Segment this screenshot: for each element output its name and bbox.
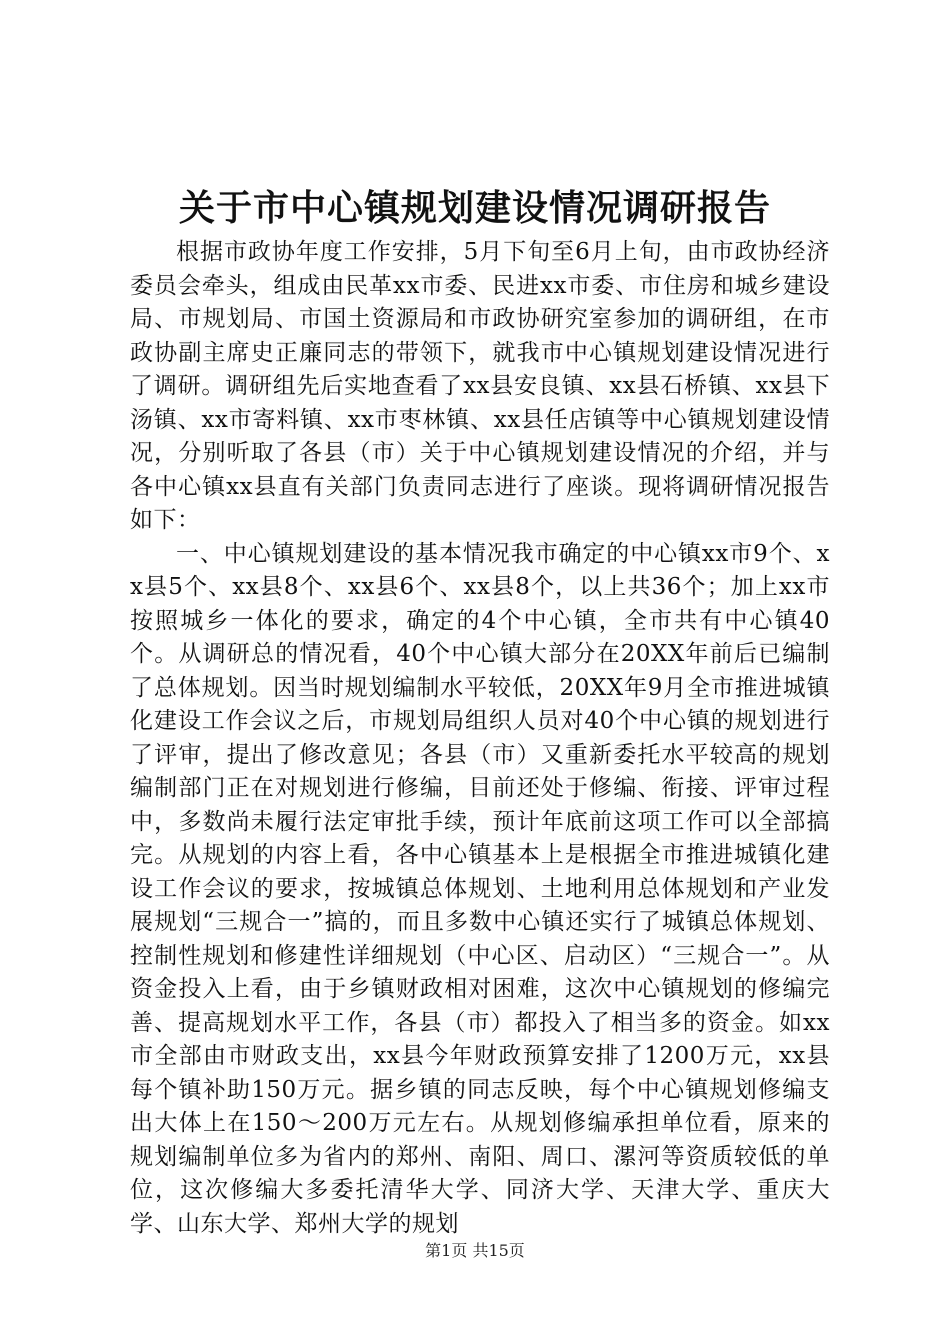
paragraph-intro: 根据市政协年度工作安排，5月下旬至6月上旬，由市政协经济委员会牵头，组成由民革xx市委、民进xx市委、市住房和城乡建设局、市规划局、市国土资源局和市政协研究室参加的调研组，在市政协副主席史正廉同志的带领下，就我市中心镇规划建设情况进行了调研。调研组先后实地查看了xx县安良镇、xx县石桥镇、xx县下汤镇、xx市寄料镇、xx市枣林镇、xx县任店镇等中心镇规划建设情况，分别听取了各县（市）关于中心镇规划建设情况的介绍，并与各中心镇xx县直有关部门负责同志进行了座谈。现将调研情况报告如下： — [130, 239, 830, 533]
page-number-footer: 第1页 共15页 — [425, 1241, 525, 1260]
document-title: 关于市中心镇规划建设情况调研报告 — [178, 187, 771, 229]
paragraph-section-1: 一、中心镇规划建设的基本情况我市确定的中心镇xx市9个、xx县5个、xx县8个、xx县6个、xx县8个，以上共36个；加上xx市按照城乡一体化的要求，确定的4个中心镇，全市共有中心镇40个。从调研总的情况看，40个中心镇大部分在20XX年前后已编制了总体规划。因当时规划编制水平较低，20XX年9月全市推进城镇化建设工作会议之后，市规划局组织人员对40个中心镇的规划进行了评审，提出了修改意见；各县（市）又重新委托水平较高的规划编制部门正在对规划进行修编，目前还处于修编、衔接、评审过程中，多数尚未履行法定审批手续，预计年底前这项工作可以全部搞完。从规划的内容上看，各中心镇基本上是根据全市推进城镇化建设工作会议的要求，按城镇总体规划、土地利用总体规划和产业发展规划“三规合一”搞的，而且多数中心镇还实行了城镇总体规划、控制性规划和修建性详细规划（中心区、启动区）“三规合一”。从资金投入上看，由于乡镇财政相对困难，这次中心镇规划的修编完善、提高规划水平工作，各县（市）都投入了相当多的资金。如xx市全部由市财政支出，xx县今年财政预算安排了1200万元，xx县每个镇补助150万元。据乡镇的同志反映，每个中心镇规划修编支出大体上在150～200万元左右。从规划修编承担单位看，原来的规划编制单位多为省内的郑州、南阳、周口、漯河等资质较低的单位，这次修编大多委托清华大学、同济大学、天津大学、重庆大学、山东大学、郑州大学的规划 — [130, 540, 830, 1237]
document-body — [130, 236, 830, 1241]
